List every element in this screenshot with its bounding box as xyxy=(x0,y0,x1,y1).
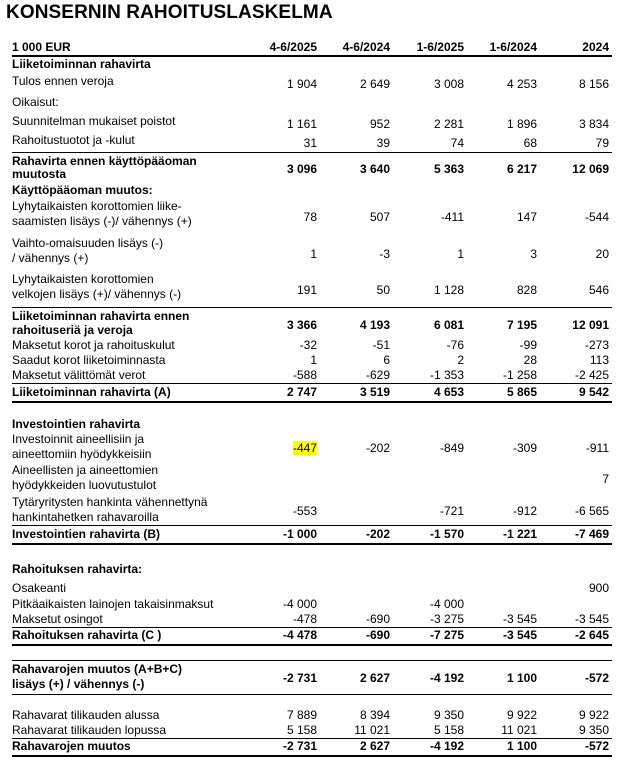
cell: 1 xyxy=(310,247,317,261)
cell: 1 128 xyxy=(433,283,464,297)
cell: 39 xyxy=(376,136,390,150)
cell: 6 xyxy=(383,353,390,367)
cell: 5 158 xyxy=(433,723,464,737)
column-header: 2024 xyxy=(582,40,609,54)
row-label-line2: lisäys (+) / vähennys (-) xyxy=(12,677,145,691)
cell: -3 xyxy=(379,247,390,261)
cell: 68 xyxy=(523,136,537,150)
total-divider xyxy=(12,755,612,757)
cell: -690 xyxy=(365,628,390,642)
cell: -1 258 xyxy=(502,368,537,382)
cell: -911 xyxy=(585,441,609,455)
row-label: Saadut korot liiketoiminnasta xyxy=(12,353,166,367)
cell: -273 xyxy=(584,338,609,352)
row-label: Aineellisten ja aineettomien xyxy=(12,463,159,477)
row-label: Rahavarat tilikauden alussa xyxy=(12,708,160,722)
row-label: Rahavarojen muutos xyxy=(12,739,131,753)
highlight-mark: -447 xyxy=(292,441,317,455)
row-label: Rahoituksen rahavirta (C ) xyxy=(12,628,162,642)
cell: -411 xyxy=(440,210,464,224)
row-label-line2: aineettomiin hyödykkeisiin xyxy=(12,447,152,461)
cell: 952 xyxy=(369,117,390,131)
cell: -849 xyxy=(439,441,464,455)
row-label: Lyhytaikaisten korottomien liike- xyxy=(12,199,182,213)
cell: 3 834 xyxy=(578,117,609,131)
cell: -3 275 xyxy=(429,612,464,626)
cell: 2 649 xyxy=(359,77,390,91)
cell: 1 161 xyxy=(286,117,317,131)
row-divider xyxy=(12,383,612,384)
cell: 3 096 xyxy=(286,162,317,176)
cell: 4 193 xyxy=(359,318,390,332)
cell: -478 xyxy=(292,612,317,626)
row-divider xyxy=(12,525,612,526)
cell: 1 896 xyxy=(506,117,537,131)
cell: 3 519 xyxy=(359,385,390,399)
cell: 4 253 xyxy=(506,77,537,91)
cell: 12 069 xyxy=(572,162,609,176)
cell: -202 xyxy=(365,441,390,455)
row-label-line2: muutosta xyxy=(12,167,66,181)
cell: 50 xyxy=(376,283,390,297)
cell: 74 xyxy=(450,136,464,150)
cell: -7 469 xyxy=(574,527,609,541)
cell: 11 021 xyxy=(501,723,537,737)
cell: -32 xyxy=(299,338,317,352)
cell: 546 xyxy=(588,283,609,297)
cell: 113 xyxy=(589,353,609,367)
cell: 7 xyxy=(602,472,609,486)
report-title: KONSERNIN RAHOITUSLASKELMA xyxy=(6,2,333,23)
cell: 3 xyxy=(530,247,537,261)
cell: 8 394 xyxy=(359,708,390,722)
cell: 2 281 xyxy=(433,117,464,131)
row-label: Tulos ennen veroja xyxy=(12,74,114,88)
cell: 1 xyxy=(457,247,464,261)
cell: 828 xyxy=(516,283,537,297)
cell: 11 021 xyxy=(354,723,390,737)
section-title-text: Rahoituksen rahavirta: xyxy=(12,562,143,576)
cell: 1 100 xyxy=(506,671,537,685)
cell-highlighted xyxy=(253,441,317,456)
row-label: Maksetut korot ja rahoituskulut xyxy=(12,338,175,352)
unit-label: 1 000 EUR xyxy=(12,40,71,54)
column-header: 4-6/2025 xyxy=(269,40,317,54)
cell: 78 xyxy=(303,210,317,224)
cell: -588 xyxy=(292,368,317,382)
row-label: Lyhytaikaisten korottomien xyxy=(12,272,154,286)
row-label: Liiketoiminnan rahavirta (A) xyxy=(12,385,171,399)
row-label: Tytäryritysten hankinta vähennettynä xyxy=(12,495,208,509)
cell: 900 xyxy=(588,581,609,595)
cell: 7 195 xyxy=(506,318,537,332)
cell: -76 xyxy=(446,338,464,352)
cell: -4 000 xyxy=(282,597,317,611)
cell: -721 xyxy=(439,504,464,518)
row-label: Rahavarat tilikauden lopussa xyxy=(12,723,167,737)
cell: 7 889 xyxy=(286,708,317,722)
cell: -912 xyxy=(512,504,537,518)
total-divider xyxy=(12,543,612,545)
cell: -6 565 xyxy=(574,504,609,518)
cell: -2 731 xyxy=(282,739,317,753)
section-title-text: Investointien rahavirta xyxy=(12,417,141,431)
cell: -544 xyxy=(584,210,609,224)
cell: 9 350 xyxy=(433,708,464,722)
column-header: 1-6/2025 xyxy=(416,40,464,54)
cell: 28 xyxy=(523,353,537,367)
row-label-line2: / vähennys (+) xyxy=(12,251,89,265)
total-divider xyxy=(12,644,612,646)
cell: 9 350 xyxy=(578,723,609,737)
row-label-line2: velkojen lisäys (+)/ vähennys (-) xyxy=(12,287,182,301)
cell: -1 000 xyxy=(282,527,317,541)
cell: 5 158 xyxy=(286,723,317,737)
cell: 9 922 xyxy=(578,708,609,722)
cell: -2 645 xyxy=(574,628,609,642)
row-label-line2: hyödykkeiden luovutustulot xyxy=(12,478,157,492)
cell: 2 xyxy=(457,353,464,367)
cell: -1 221 xyxy=(502,527,537,541)
cell: -3 545 xyxy=(574,612,609,626)
cell: -1 353 xyxy=(429,368,464,382)
cell: 3 640 xyxy=(359,162,390,176)
cell: 31 xyxy=(303,136,317,150)
cell: 5 865 xyxy=(506,385,537,399)
cell: 8 156 xyxy=(578,77,609,91)
cell: 79 xyxy=(595,136,609,150)
cell: -51 xyxy=(372,338,390,352)
cell: -2 425 xyxy=(574,368,609,382)
row-label: Maksetut välittömät verot xyxy=(12,368,146,382)
cell: 3 366 xyxy=(286,318,317,332)
cell: -7 275 xyxy=(429,628,464,642)
cell: -629 xyxy=(365,368,390,382)
cell: 6 217 xyxy=(506,162,537,176)
row-label: Vaihto-omaisuuden lisäys (-) xyxy=(12,236,164,250)
cell: -202 xyxy=(365,527,390,541)
cell: 2 627 xyxy=(359,739,390,753)
cell: -553 xyxy=(292,504,317,518)
row-label: Käyttöpääoman muutos: xyxy=(12,183,153,197)
cell: -4 192 xyxy=(429,671,464,685)
row-divider xyxy=(12,694,612,695)
cell: -572 xyxy=(584,671,609,685)
cell: -4 000 xyxy=(429,597,464,611)
cell: 12 091 xyxy=(572,318,609,332)
cell: -4 478 xyxy=(282,628,317,642)
row-label: Investointien rahavirta (B) xyxy=(12,527,161,541)
cell: 1 xyxy=(310,353,317,367)
row-label-line2: hankintahetken rahavaroilla xyxy=(12,510,159,524)
cell: 1 904 xyxy=(286,77,317,91)
row-label: Suunnitelman mukaiset poistot xyxy=(12,114,176,128)
row-label: Liiketoiminnan rahavirta ennen xyxy=(12,309,190,323)
cell: 1 100 xyxy=(506,739,537,753)
cell: 4 653 xyxy=(433,385,464,399)
cell: 507 xyxy=(369,210,390,224)
cell: -3 545 xyxy=(502,628,537,642)
total-divider xyxy=(12,401,612,403)
row-divider xyxy=(12,152,612,153)
cell: -99 xyxy=(519,338,537,352)
cell: 2 747 xyxy=(286,385,317,399)
row-divider xyxy=(12,307,612,308)
cell: -3 545 xyxy=(502,612,537,626)
cell: 9 922 xyxy=(506,708,537,722)
cell: 2 627 xyxy=(359,671,390,685)
cell: -572 xyxy=(584,739,609,753)
row-label: Oikaisut: xyxy=(12,95,59,109)
cell: 3 008 xyxy=(433,77,464,91)
cell: -690 xyxy=(365,612,390,626)
cell: -309 xyxy=(512,441,537,455)
row-label: Maksetut osingot xyxy=(12,612,103,626)
cell: -2 731 xyxy=(282,671,317,685)
cell: 191 xyxy=(296,283,317,297)
cell: 6 081 xyxy=(433,318,464,332)
row-divider xyxy=(12,660,612,661)
row-label: Osakeanti xyxy=(12,581,67,595)
row-label-line2: rahoituseriä ja veroja xyxy=(12,323,133,337)
row-label: Rahoitustuotot ja -kulut xyxy=(12,133,135,147)
section-title-text: Liiketoiminnan rahavirta xyxy=(12,57,151,71)
row-label: Rahavirta ennen käyttöpääoman xyxy=(12,154,197,168)
row-label-line2: saamisten lisäys (-)/ vähennys (+) xyxy=(12,214,192,228)
column-header: 1-6/2024 xyxy=(489,40,537,54)
cell: -4 192 xyxy=(429,739,464,753)
cell: -1 570 xyxy=(429,527,464,541)
cell: 147 xyxy=(516,210,537,224)
cell: 20 xyxy=(595,247,609,261)
row-label: Pitkäaikaisten lainojen takaisinmaksut xyxy=(12,597,214,611)
row-label: Rahavarojen muutos (A+B+C) xyxy=(12,662,183,676)
cell: 9 542 xyxy=(578,385,609,399)
row-label: Investoinnit aineellisiin ja xyxy=(12,432,145,446)
cell: 5 363 xyxy=(433,162,464,176)
column-header: 4-6/2024 xyxy=(342,40,390,54)
